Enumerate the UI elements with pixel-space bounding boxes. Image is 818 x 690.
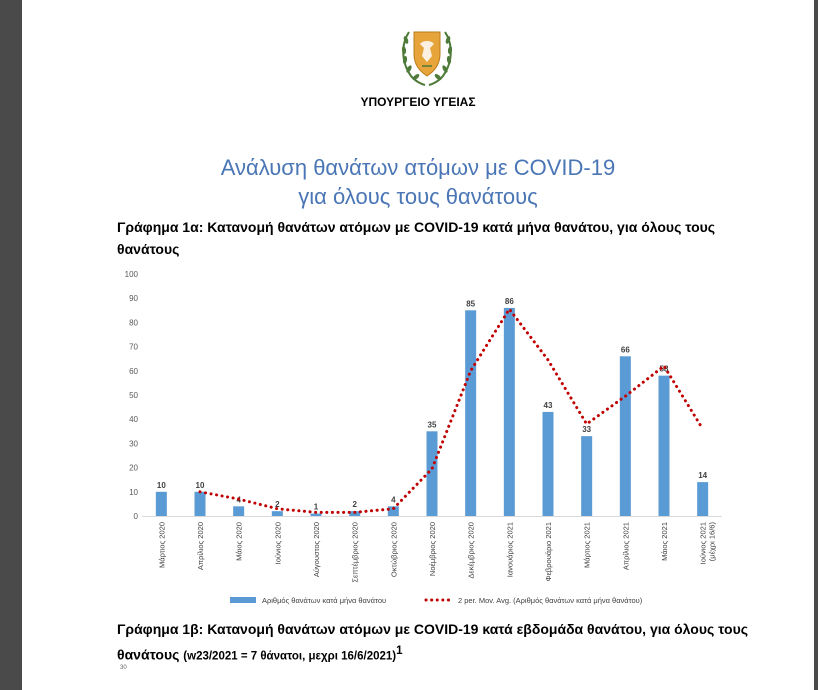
bar xyxy=(427,431,438,516)
data-label: 10 xyxy=(156,480,166,490)
legend-bar-swatch xyxy=(230,597,256,603)
bar xyxy=(504,308,515,516)
bar xyxy=(543,412,554,516)
y-tick-label: 60 xyxy=(129,366,138,376)
figure-1b-note: (w23/2021 = 7 θάνατοι, μεχρι 16/6/2021) xyxy=(183,650,397,663)
bar xyxy=(581,436,592,516)
x-tick-label: Απρίλιος 2021 xyxy=(621,522,631,571)
bar xyxy=(465,310,476,516)
legend-line-label: 2 per. Mov. Avg. (Αριθμός θανάτων κατά μήνα θανάτου) xyxy=(458,596,643,605)
x-tick-label: Αύγουστος 2020 xyxy=(312,522,321,578)
data-label: 58 xyxy=(659,364,669,374)
x-tick-label: Οκτώβριος 2020 xyxy=(389,522,399,578)
bar xyxy=(272,511,283,516)
figure-1a-title: Γράφημα 1α: Κατανομή θανάτων ατόμων με COVID-19 κατά μήνα θανάτου, για όλους τους θανάτους xyxy=(117,219,716,257)
y-tick-label: 0 xyxy=(133,512,138,521)
data-label: 43 xyxy=(543,400,553,410)
bar xyxy=(659,376,670,516)
data-label: 1 xyxy=(313,502,319,512)
x-tick-label: Ιούνιος 2021(μέχρι 16/6) xyxy=(698,522,717,565)
figure-1b-title xyxy=(117,618,767,668)
x-tick-label: Σεπτέμβριος 2020 xyxy=(350,522,360,583)
y-tick-label: 30 xyxy=(129,439,138,449)
x-tick-label: Απρίλιος 2020 xyxy=(196,522,205,571)
data-label: 2 xyxy=(275,500,280,510)
left-window-margin xyxy=(0,0,22,690)
footnote-mark: 1 xyxy=(396,645,403,657)
bar xyxy=(233,506,244,516)
legend-bar-label: Αριθμός θανάτων κατά μήνα θανάτου xyxy=(262,596,387,605)
figure-1b-y-tick: 30 xyxy=(120,665,127,671)
bar xyxy=(156,492,167,516)
x-tick-label: Μάιος 2020 xyxy=(234,522,244,561)
bar xyxy=(195,492,206,516)
data-label: 4 xyxy=(236,495,241,505)
data-label: 2 xyxy=(352,500,357,510)
x-tick-label: Ιούνιος 2020 xyxy=(273,522,283,565)
x-tick-label: Δεκέμβριος 2020 xyxy=(466,522,476,579)
data-label: 33 xyxy=(582,425,592,435)
ministry-name: ΥΠΟΥΡΓΕΙΟ ΥΓΕΙΑΣ xyxy=(360,95,476,109)
x-tick-label: Μάιος 2021 xyxy=(660,522,669,561)
data-label: 4 xyxy=(391,495,396,505)
y-tick-label: 100 xyxy=(124,270,138,279)
title-line-2: για όλους τους θανάτους xyxy=(298,184,538,209)
y-tick-label: 10 xyxy=(129,487,138,497)
monthly-deaths-chart xyxy=(22,0,814,690)
data-label: 86 xyxy=(504,296,514,306)
right-window-margin xyxy=(814,0,818,690)
data-label: 85 xyxy=(466,299,476,309)
bar xyxy=(697,482,708,516)
data-label: 35 xyxy=(427,420,437,430)
title-line-1: Ανάλυση θανάτων ατόμων με COVID-19 xyxy=(220,155,616,180)
x-tick-label: Ιανουάριος 2021 xyxy=(505,522,515,578)
data-label: 14 xyxy=(698,471,708,481)
data-label: 10 xyxy=(195,480,205,490)
x-tick-label: Νοέμβριος 2020 xyxy=(428,522,437,577)
y-tick-label: 50 xyxy=(129,391,138,400)
x-tick-label: Μάρτιος 2021 xyxy=(582,522,592,568)
y-tick-label: 20 xyxy=(129,463,138,473)
x-tick-label: Φεβρουάριο 2021 xyxy=(544,522,553,582)
y-tick-label: 80 xyxy=(129,318,138,328)
x-tick-label: Μάρτιος 2020 xyxy=(157,522,167,568)
bar xyxy=(311,514,322,516)
document-page xyxy=(22,0,814,690)
figure-1b-title-main: Γράφημα 1β: Κατανομή θανάτων ατόμων με COVID-19 κατά εβδομάδα θανάτου, για όλους τους θανάτους xyxy=(117,621,749,663)
y-tick-label: 40 xyxy=(129,415,138,425)
y-tick-label: 90 xyxy=(129,294,138,304)
bar xyxy=(620,356,631,516)
y-tick-label: 70 xyxy=(129,342,138,352)
data-label: 66 xyxy=(620,345,630,355)
